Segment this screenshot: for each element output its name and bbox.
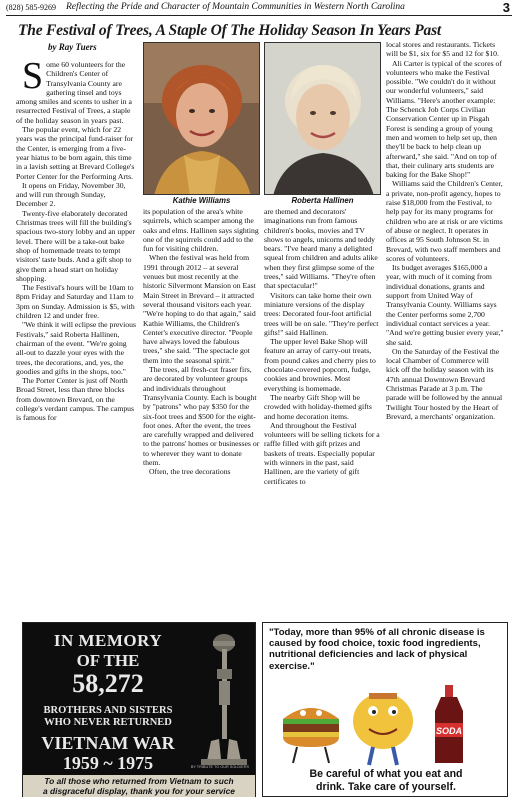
paragraph: its population of the area's white squirrels, which scamper among the oaks and elms. Hallinen says sighting one of the squirrels could add to the fun for visiting children.	[143, 207, 259, 254]
paragraph: The Porter Center is just off North Broad Street, less than three blocks from downtown Brevard, on the college's verdant campus. The campus is famous for	[16, 376, 135, 423]
page-header	[6, 2, 512, 16]
paragraph: It opens on Friday, November 30, and will run through Sunday, December 2.	[16, 180, 126, 209]
ad-line: BROTHERS AND SISTERS WHO NEVER RETURNED	[43, 705, 173, 728]
paragraph: The trees, all fresh-cut fraser firs, are decorated by volunteer groups and individuals throughout Transylvania County. Each is bought by "patrons" who pay $350 for the six-foot trees and $500 for the eight-foot ones. After the event, the trees are carefully wrapped and delivered to the patrons' homes or businesses or to wherever they want to donate them.	[143, 365, 260, 468]
vietnam-memorial-ad	[22, 622, 256, 797]
ad-credit: BY TRIBUTE TO OUR SOLDIERS	[190, 765, 249, 769]
phone-number: (828) 585-9269	[6, 3, 56, 12]
paragraph: The popular event, which for 22 years was the principal fund-raiser for the Center, is emerging from a five-year hiatus to be born again, this time in a lavish setting at Brevard College's Porter Center for the Performing Arts.	[16, 125, 135, 181]
paragraph: The Festival's hours will be 10am to 8pm Friday and Saturday and 11am to 3pm on Sunday. Admission is $5, with children 12 and under free.	[16, 283, 135, 321]
article-byline: by Ray Tuers	[48, 42, 97, 52]
ad-line: OF THE	[76, 651, 140, 670]
article-column-4	[386, 40, 504, 621]
ad-line: IN MEMORY	[53, 631, 163, 650]
drop-cap: S	[22, 60, 44, 97]
photo-caption: Kathie Williams	[172, 196, 231, 205]
paragraph: The upper level Bake Shop will feature an array of carry-out treats, from pound cakes and cherry pies to chocolate-covered popcorn, fudge, cookies and brownies. Most everything is homemade.	[264, 337, 376, 393]
ad-line: 58,272	[72, 669, 144, 698]
ad-footer: To all those who returned from Vietnam to such a disgraceful display, thank you for your service	[23, 775, 255, 797]
paragraph: Twenty-five elaborately decorated Christmas trees will fill the building's spacious two-story lobby and an upper level. There will be a take-out bake shop of homemade treats to tempt visitors' taste buds. And a gift shop to give them a head start on holiday shopping.	[16, 208, 135, 283]
photo-kathie-williams	[143, 42, 260, 195]
paragraph: Visitors can take home their own miniature versions of the display trees: Decorated four-foot artificial trees will be on sale. "They're perfect gifts!" said Hallinen.	[264, 290, 379, 337]
page-number: 3	[502, 0, 510, 15]
paragraph: And throughout the Festival volunteers will be selling tickets for a raffle filled with gift prizes and baskets of treats. Especially popular with winners in the past, said Hallinen, are the variety of gift certificates to	[264, 420, 380, 486]
battlefield-cross-icon	[195, 629, 253, 769]
header-tagline: Reflecting the Pride and Character of Mountain Communities in Western North Carolina	[66, 2, 405, 12]
ad-line: VIETNAM WAR	[41, 733, 175, 753]
photo-caption: Roberta Hallinen	[291, 196, 354, 205]
photo-roberta-hallinen	[264, 42, 381, 195]
paragraph: are themed and decorators' imaginations run from famous children's books, movies and TV shows to angels, unicorns and teddy bears. "I've heard many a delighted squeal from children and adults alike when they first glimpse some of the trees," said Williams. "They're often that spectacular!"	[264, 207, 378, 291]
article-column-3	[264, 207, 381, 621]
ad-line: 1959 ~ 1975	[62, 753, 154, 773]
paragraph: When the festival was held from 1991 through 2012 – at several venues but most recently at the historic Silvermont Mansion on East Main Street in Brevard – it attracted several thousand visitors each year. "We're hoping to do that again," said Kathie Williams, the Children's Center's executive director. "People have always loved the fabulous trees," she said. "The spectacle got them into the seasonal spirit."	[143, 253, 256, 365]
paragraph: local stores and restaurants. Tickets will be $1, six for $5 and 12 for $10.	[386, 40, 499, 59]
health-awareness-ad	[262, 622, 508, 797]
paragraph: "We think it will eclipse the previous Festivals," said Roberta Hallinen, chairman of the event. "We're going all-out to dazzle your eyes with the trees, the decorations, and, yes, the goodies and gifts in the shops, too."	[16, 320, 136, 376]
paragraph: Some 60 volunteers for the Children's Center of Transylvania County are gathering tinsel and toys among smiles and scents to usher in a resurrected Festival of Trees, a staple of the holiday season in years past.	[16, 60, 132, 125]
article-headline: The Festival of Trees, A Staple Of The Holiday Season In Years Past	[18, 22, 442, 39]
paragraph: Ali Carter is typical of the scores of volunteers who make the Festival possible. "We couldn't do it without our wonderful volunteers," said Williams. "Here's another example: The Schenck Job Corps Civilian Conservation Center up in Pisgah Forest is sending a group of young men and women to help set up, then they'll be back to help clean up afterward," she said. "And on top of that, their culinary arts students are baking for the Bake Shop!"	[386, 58, 502, 180]
health-slogan: Be careful of what you eat and drink. Take care of yourself.	[309, 768, 463, 793]
paragraph: The nearby Gift Shop will be crowded with holiday-themed gifts and home decoration items.	[264, 392, 372, 421]
junk-food-cartoon-icon	[273, 679, 499, 767]
article-column-1	[16, 60, 136, 620]
paragraph: Often, the tree decorations	[149, 467, 231, 477]
paragraph: Its budget averages $165,000 a year, with much of it coming from individual donations, grants and support from United Way of Transylvania County. Williams says the Center performs some 2,700 individual contact services a year. "And we're getting busier every year," she said.	[386, 263, 504, 347]
soda-label: SODA	[435, 726, 463, 736]
article-column-2	[143, 207, 260, 621]
health-quote: "Today, more than 95% of all chronic disease is caused by food choice, toxic food ingredients, nutritional deficiencies and lack of physical exercise."	[269, 627, 485, 672]
paragraph: On the Saturday of the Festival the local Chamber of Commerce will kick off the holiday season with its 47th annual Downtown Brevard Christmas Parade at 3 p.m. The parade will be followed by the annual Twilight Tour hosted by the Heart of Brevard, a merchants' organization.	[386, 346, 503, 421]
paragraph: Williams said the Children's Center, a private, non-profit agency, hopes to raise $18,000 from the Festival, to help pay for its many programs for children who are at risk or are victims of abuse or neglect. It operates in offices at 95 South Johnson St. in Brevard, with two staff members and scores of volunteers.	[386, 179, 503, 263]
